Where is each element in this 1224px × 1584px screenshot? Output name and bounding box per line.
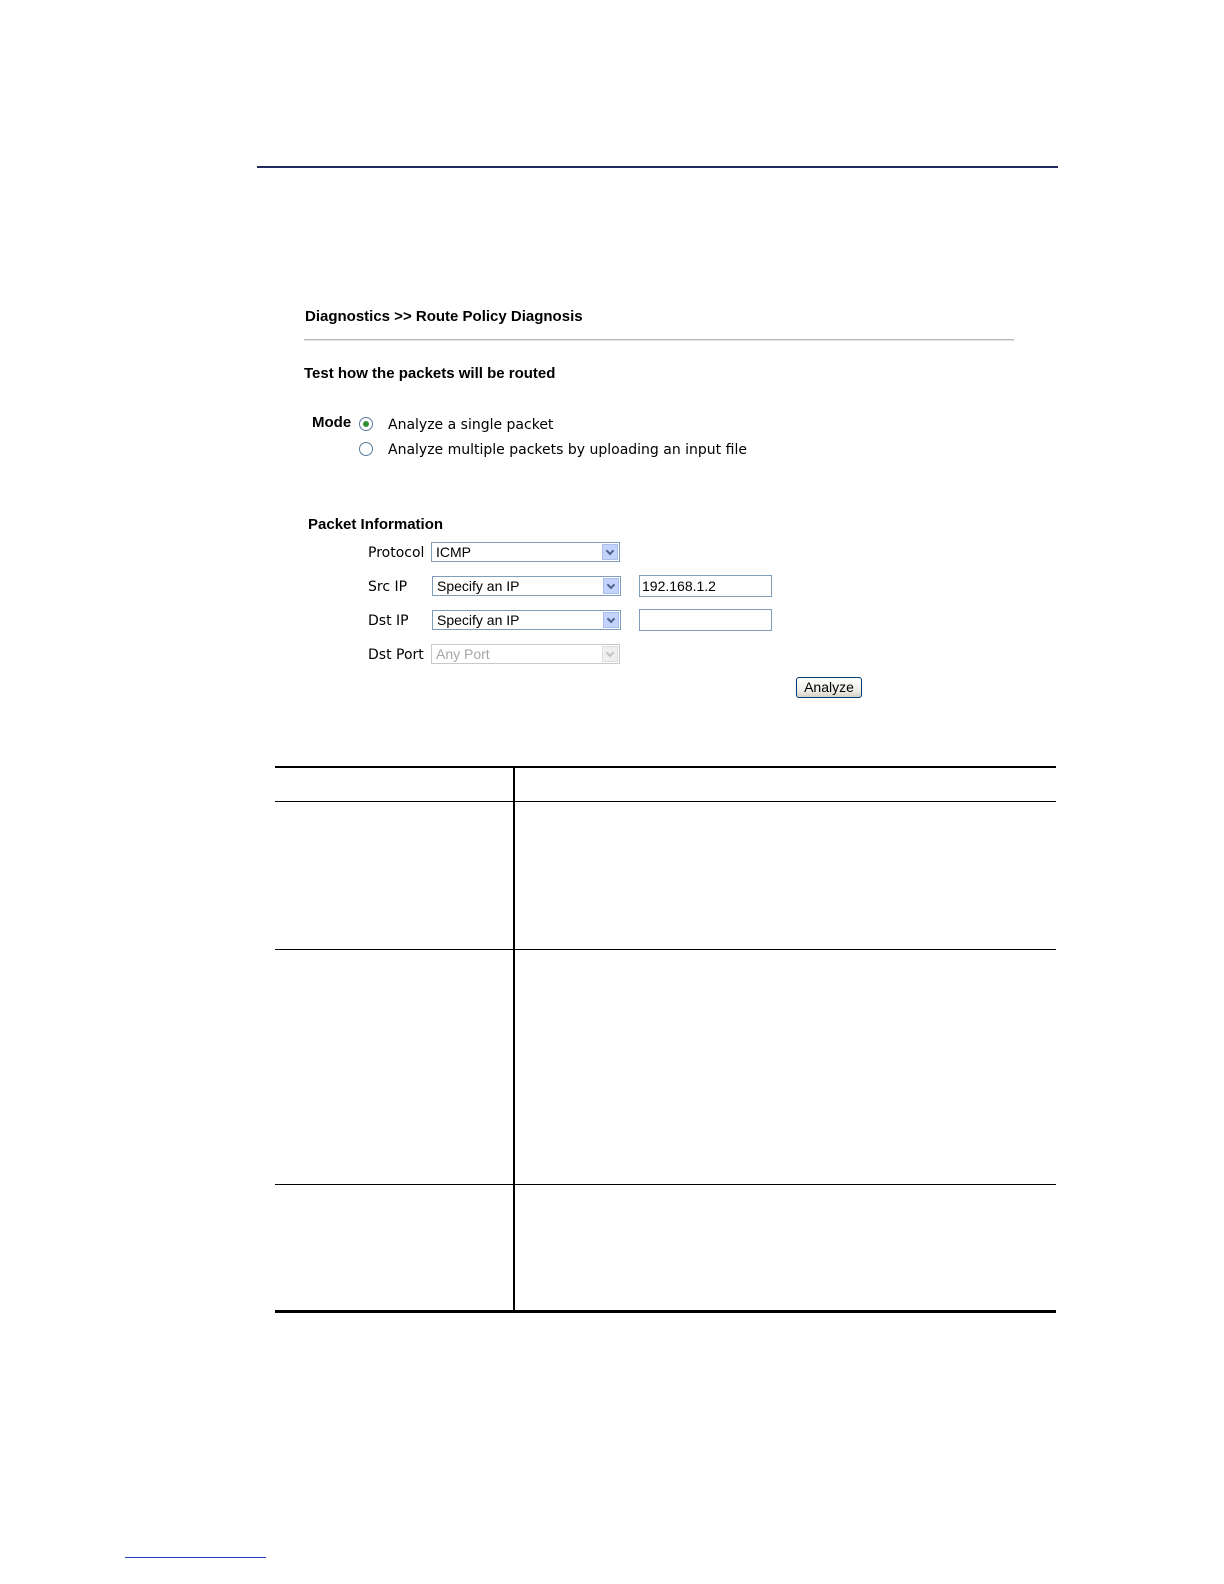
- packet-information-title: Packet Information: [308, 516, 444, 533]
- description-table: [275, 766, 1056, 1313]
- breadcrumb-divider: [304, 339, 1014, 341]
- mode-label: Mode: [312, 414, 352, 431]
- chevron-down-icon: [603, 578, 619, 594]
- mode-radio-single[interactable]: [359, 417, 373, 431]
- chevron-down-icon: [602, 646, 618, 662]
- protocol-select[interactable]: [431, 542, 620, 562]
- table-bottom-rule: [275, 1310, 1056, 1313]
- protocol-label: Protocol: [368, 545, 425, 561]
- src-ip-mode-select[interactable]: [432, 576, 621, 596]
- src-ip-mode-value: Specify an IP: [437, 578, 520, 594]
- header-rule: [257, 166, 1058, 168]
- dst-ip-mode-select[interactable]: [432, 610, 621, 630]
- table-row-rule: [275, 1184, 1056, 1185]
- dst-port-label: Dst Port: [368, 647, 424, 663]
- mode-option-single-label: Analyze a single packet: [388, 417, 554, 433]
- dst-ip-label: Dst IP: [368, 613, 409, 629]
- analyze-button[interactable]: Analyze: [796, 677, 862, 698]
- breadcrumb: Diagnostics >> Route Policy Diagnosis: [305, 308, 583, 325]
- table-column-divider: [513, 766, 515, 1312]
- table-header-rule: [275, 801, 1056, 802]
- chevron-down-icon: [603, 612, 619, 628]
- src-ip-label: Src IP: [368, 579, 408, 595]
- footer-rule: [125, 1557, 266, 1558]
- protocol-select-value: ICMP: [436, 544, 471, 560]
- table-top-rule: [275, 766, 1056, 768]
- dst-port-select-value: Any Port: [436, 646, 490, 662]
- dst-port-select: [431, 644, 620, 664]
- table-row-rule: [275, 949, 1056, 950]
- dst-ip-mode-value: Specify an IP: [437, 612, 520, 628]
- dst-ip-input[interactable]: [639, 609, 772, 631]
- page-subtitle: Test how the packets will be routed: [304, 365, 556, 382]
- mode-option-multiple-label: Analyze multiple packets by uploading an input file: [388, 442, 747, 458]
- src-ip-input[interactable]: 192.168.1.2: [639, 575, 772, 597]
- chevron-down-icon: [602, 544, 618, 560]
- mode-radio-multiple[interactable]: [359, 442, 373, 456]
